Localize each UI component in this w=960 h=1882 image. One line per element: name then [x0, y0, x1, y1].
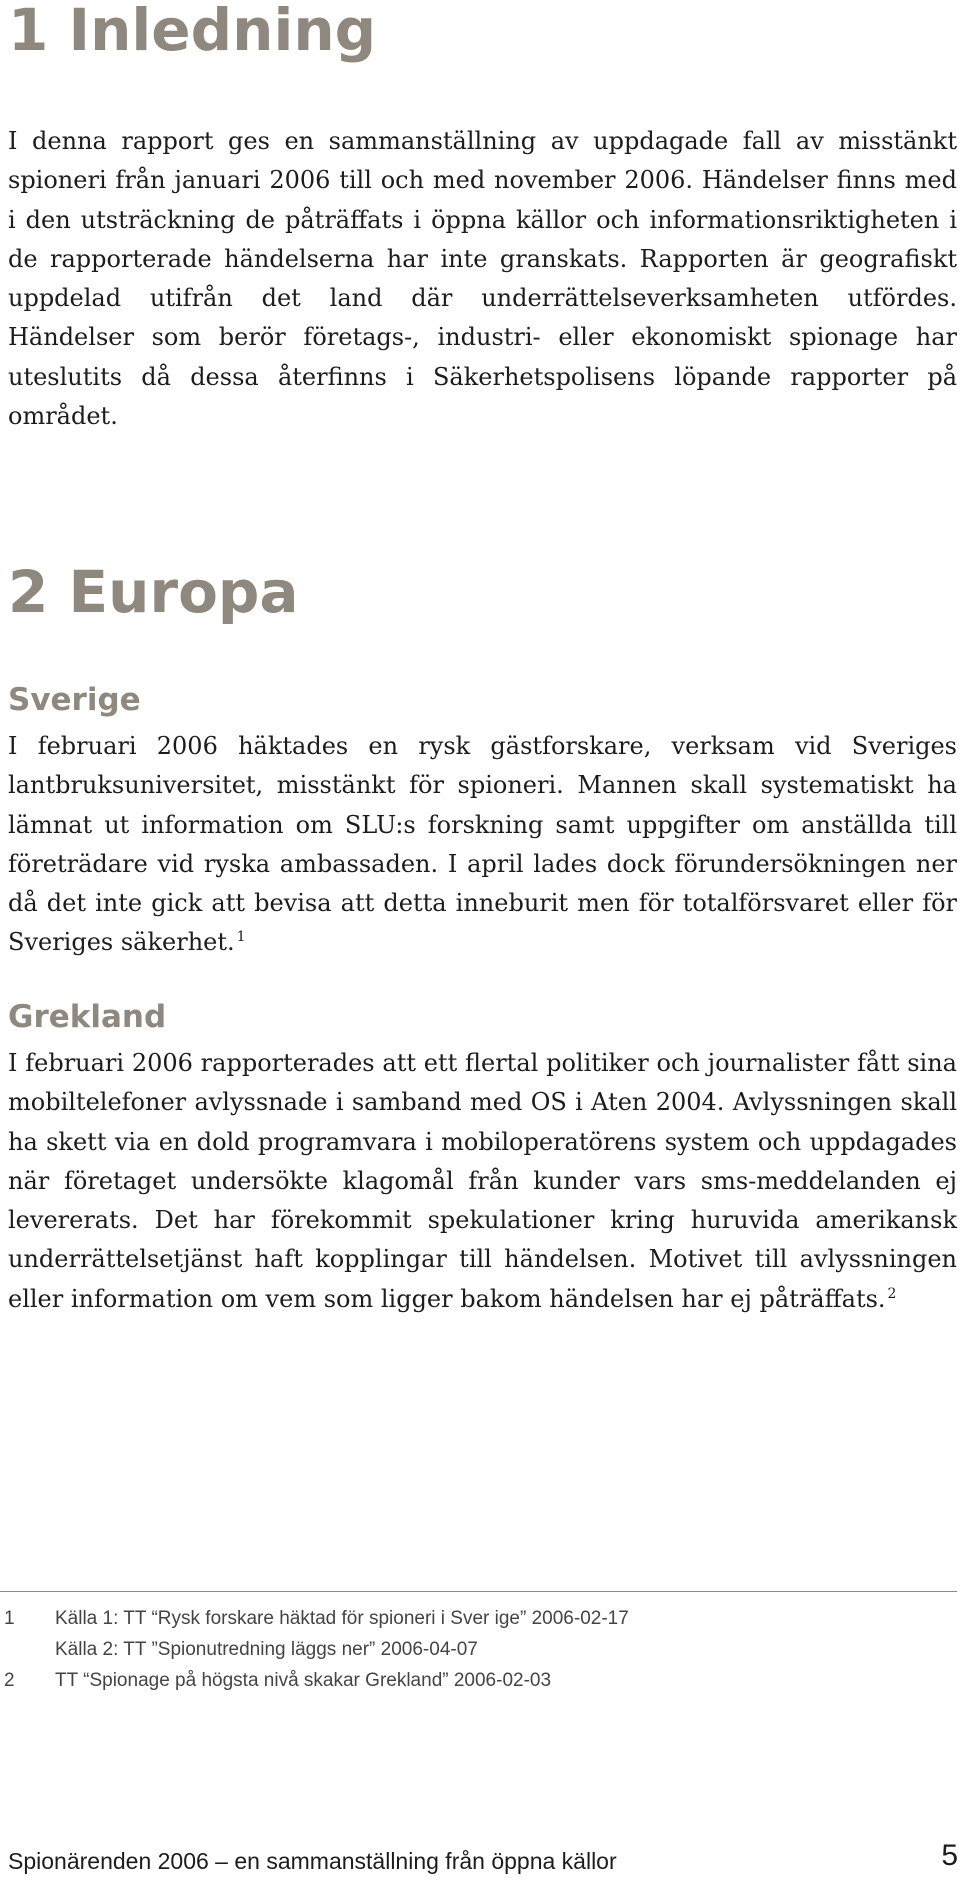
section-heading-sverige: Sverige	[8, 682, 141, 718]
chapter-heading-europa: 2 Europa	[8, 558, 299, 626]
footnote-text: Källa 2: TT ”Spionutredning läggs ner” 2006-04-07	[55, 1639, 478, 1660]
footnote-text: TT “Spionage på högsta nivå skakar Grekland” 2006-02-03	[55, 1670, 552, 1691]
footnotes-list	[0, 1603, 950, 1696]
section-heading-grekland: Grekland	[8, 999, 167, 1035]
page-number: 5	[941, 1839, 958, 1872]
footnote-divider	[0, 1591, 957, 1592]
grekland-paragraph-text: I februari 2006 rapporterades att ett flertal politiker och journalister fått sina mobiltelefoner avlyssnade i samband med OS i Aten 2004. Avlyssningen skall ha skett via en dold programvara i mobiloperatörens system och uppdagades när företaget undersökte klagomål från kunder vars sms-meddelanden ej levererats. Det har förekommit spekulationer kring huruvida amerikansk underrättelsetjänst haft kopplingar till händelsen. Motivet till avlyssningen eller information om vem som ligger bakom händelsen har ej påträffats.	[8, 1049, 957, 1313]
footnote-text: Källa 1: TT “Rysk forskare häktad för spioneri i Sver ige” 2006-02-17	[55, 1608, 629, 1629]
footnote-item	[0, 1634, 950, 1665]
footnote-item	[0, 1665, 950, 1696]
intro-paragraph: I denna rapport ges en sammanställning av uppdagade fall av misstänkt spioneri från januari 2006 till och med november 2006. Händelser finns med i den utsträckning de påträffats i öppna källor och informationsriktigheten i de rapporterade händelserna har inte granskats. Rapporten är geografiskt uppdelad utifrån det land där underrättelseverksamheten utfördes. Händelser som berör företags-, industri- eller ekonomiskt spionage har uteslutits då dessa återfinns i Säkerhetspolisens löpande rapporter på området.	[8, 127, 957, 431]
footnote-number: 1	[4, 1608, 15, 1629]
footnote-item	[0, 1603, 950, 1634]
footnote-ref-1[interactable]: 1	[236, 929, 246, 946]
footnote-number: 2	[4, 1670, 15, 1691]
grekland-paragraph	[8, 1044, 957, 1319]
footnote-ref-2[interactable]: 2	[887, 1285, 897, 1302]
chapter-heading-inledning: 1 Inledning	[8, 0, 377, 64]
footer-title: Spionärenden 2006 – en sammanställning från öppna källor	[8, 1848, 617, 1874]
sverige-paragraph	[8, 727, 957, 963]
sverige-paragraph-text: I februari 2006 häktades en rysk gästforskare, verksam vid Sveriges lantbruksuniversitet, misstänkt för spioneri. Mannen skall systematiskt ha lämnat ut information om SLU:s forskning samt uppgifter om anställda till företrädare vid ryska ambassaden. I april lades dock förundersökningen ner då det inte gick att bevisa att detta inneburit men för totalförsvaret eller för Sveriges säkerhet.	[8, 732, 957, 957]
footnote-number	[0, 1634, 55, 1665]
